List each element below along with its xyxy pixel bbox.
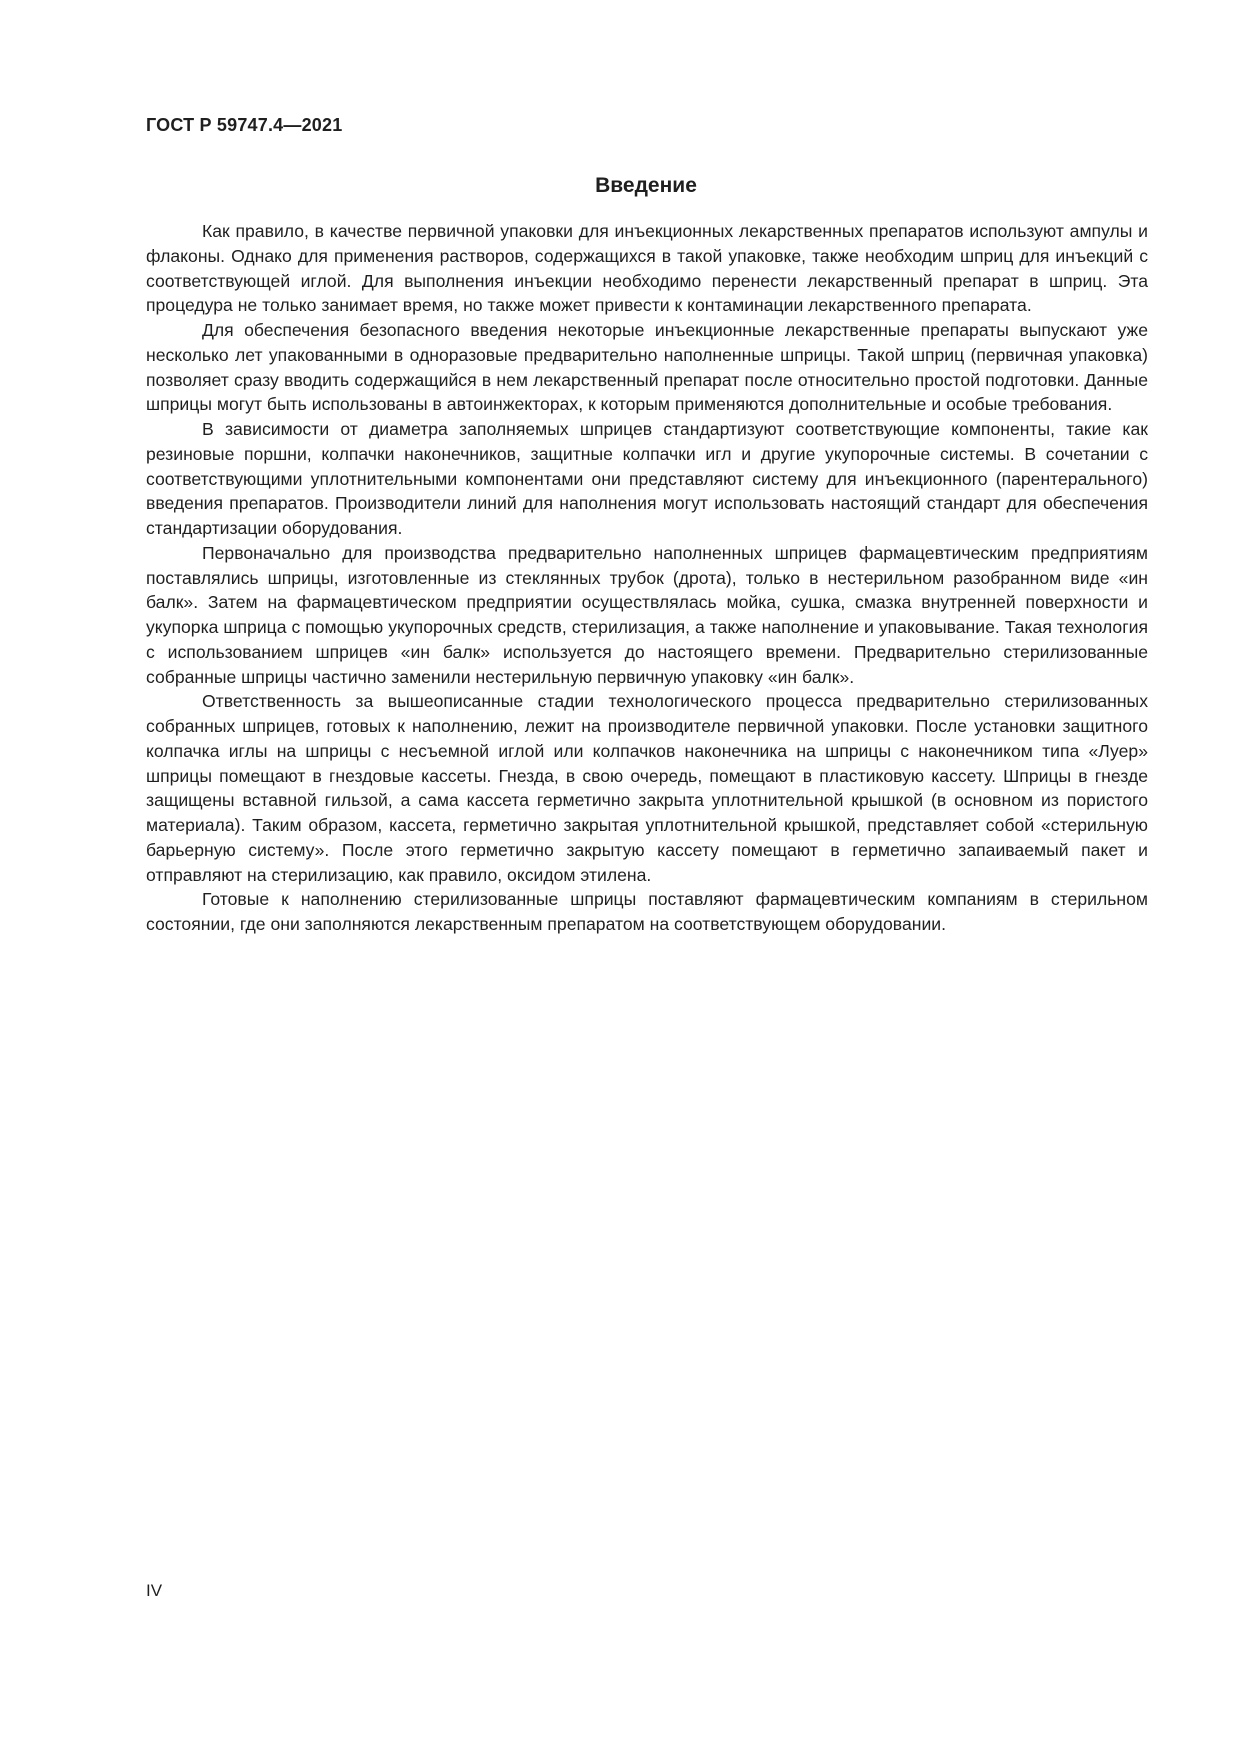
document-header: ГОСТ Р 59747.4—2021 [146,115,343,135]
body-text [146,219,1148,937]
paragraph: Как правило, в качестве первичной упаковки для инъекционных лекарственных препаратов используют ампулы и флаконы. Однако для применения растворов, содержащихся в такой упаковке, также необходим шприц для инъекций с соответствующей иглой. Для выполнения инъекции необходимо перенести лекарственный препарат в шприц. Эта процедура не только занимает время, но также может привести к контаминации лекарственного препарата. [146,221,1148,316]
paragraph: В зависимости от диаметра заполняемых шприцев стандартизуют соответствующие компоненты, такие как резиновые поршни, колпачки наконечников, защитные колпачки игл и другие укупорочные системы. В сочетании с соответствующими уплотнительными компонентами они представляют систему для инъекционного (парентерального) введения препаратов. Производители линий для наполнения могут использовать настоящий стандарт для обеспечения стандартизации оборудования. [146,419,1148,538]
page-number: IV [146,1581,163,1600]
section-title: Введение [595,174,697,197]
paragraph: Для обеспечения безопасного введения некоторые инъекционные лекарственные препараты выпускают уже несколько лет упакованными в одноразовые предварительно наполненные шприцы. Такой шприц (первичная упаковка) позволяет сразу вводить содержащийся в нем лекарственный препарат после относительно простой подготовки. Данные шприцы могут быть использованы в автоинжекторах, к которым применяются дополнительные и особые требования. [146,320,1148,415]
paragraph: Готовые к наполнению стерилизованные шприцы поставляют фармацевтическим компаниям в стерильном состоянии, где они заполняются лекарственным препаратом на соответствующем оборудовании. [146,889,1148,934]
paragraph: Первоначально для производства предварительно наполненных шприцев фармацевтическим предприятиям поставлялись шприцы, изготовленные из стеклянных трубок (дрота), только в нестерильном разобранном виде «ин балк». Затем на фармацевтическом предприятии осуществлялась мойка, сушка, смазка внутренней поверхности и укупорка шприца с помощью укупорочных средств, стерилизация, а также наполнение и упаковывание. Такая технология с использованием шприцев «ин балк» используется до настоящего времени. Предварительно стерилизованные собранные шприцы частично заменили нестерильную первичную упаковку «ин балк». [146,542,1148,687]
paragraph: Ответственность за вышеописанные стадии технологического процесса предварительно стерилизованных собранных шприцев, готовых к наполнению, лежит на производителе первичной упаковки. После установки защитного колпачка иглы на шприцы с несъемной иглой или колпачков наконечника на шприцы с наконечником типа «Луер» шприцы помещают в гнездовые кассеты. Гнезда, в свою очередь, помещают в пластиковую кассету. Шприцы в гнезде защищены вставной гильзой, а сама кассета герметично закрыта уплотнительной крышкой (в основном из пористого материала). Таким образом, кассета, герметично закрытая уплотнительной крышкой, представляет собой «стерильную барьерную систему». После этого герметично закрытую кассету помещают в герметично запаиваемый пакет и отправляют на стерилизацию, как правило, оксидом этилена. [146,691,1148,885]
